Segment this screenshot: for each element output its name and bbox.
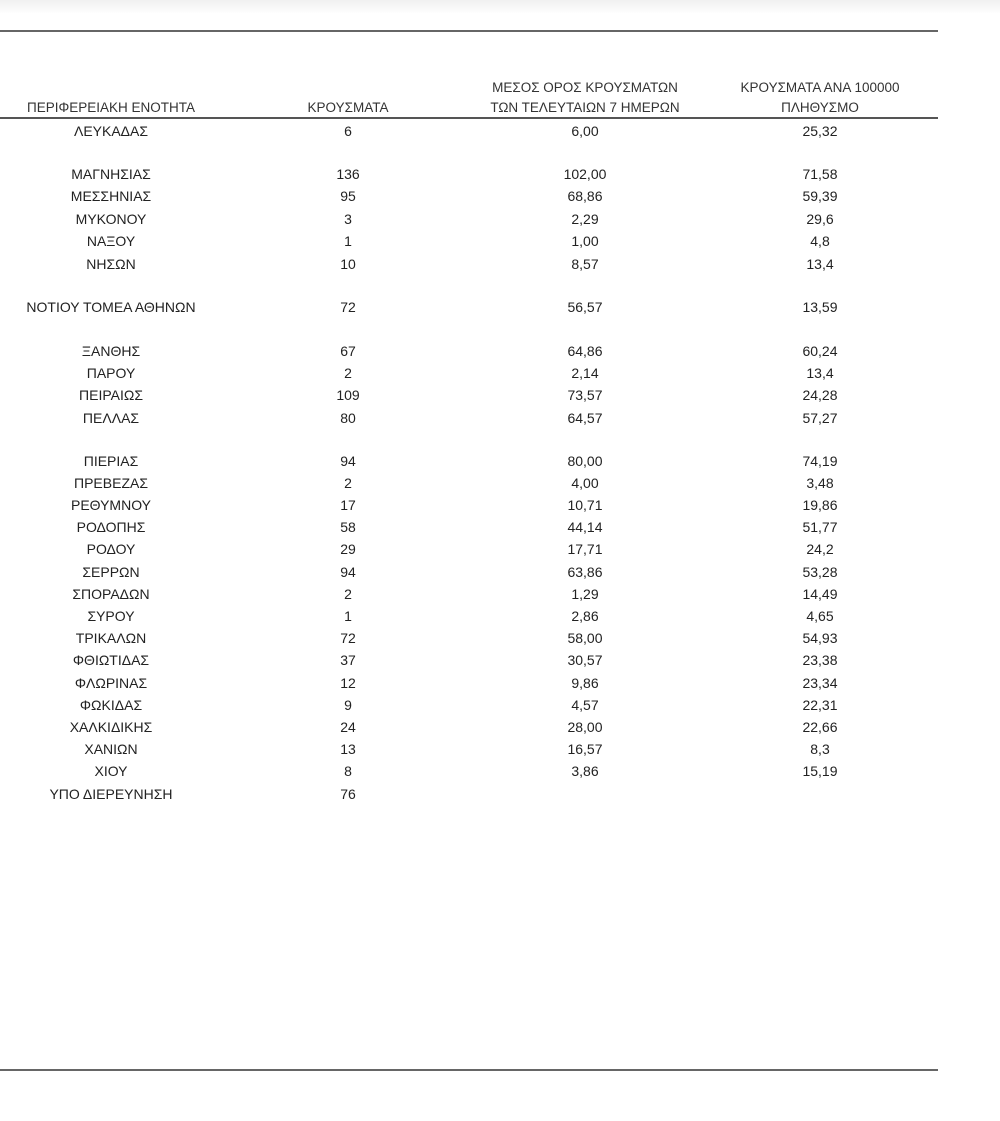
table-row <box>0 296 938 318</box>
cell-cases: 17 <box>340 497 356 513</box>
cell-cases: 80 <box>340 410 356 426</box>
cell-cases: 2 <box>344 586 352 602</box>
cell-avg7: 16,57 <box>567 741 603 757</box>
cell-cases: 10 <box>340 256 356 272</box>
table-row <box>0 472 938 494</box>
table-row <box>0 362 938 384</box>
cell-per100k: 8,3 <box>810 741 830 757</box>
cell-per100k: 22,66 <box>802 719 838 735</box>
cell-per100k: 24,2 <box>806 541 834 557</box>
cell-region: ΜΕΣΣΗΝΙΑΣ <box>70 188 152 204</box>
cell-avg7: 3,86 <box>571 763 599 779</box>
table-row <box>0 760 938 782</box>
cell-cases: 29 <box>340 541 356 557</box>
cell-cases: 6 <box>344 123 352 139</box>
cell-region: ΝΑΞΟΥ <box>86 233 136 249</box>
cell-region: ΜΑΓΝΗΣΙΑΣ <box>71 166 151 182</box>
cell-cases: 8 <box>344 763 352 779</box>
table-row <box>0 163 938 185</box>
cell-per100k: 74,19 <box>802 453 838 469</box>
cell-cases: 12 <box>340 675 356 691</box>
cell-avg7: 9,86 <box>571 675 599 691</box>
cell-per100k: 24,28 <box>802 387 838 403</box>
cell-region: ΠΑΡΟΥ <box>86 365 136 381</box>
cell-avg7: 64,57 <box>567 410 603 426</box>
cell-avg7: 58,00 <box>567 630 603 646</box>
cell-avg7: 6,00 <box>571 123 599 139</box>
header-avg7-line2: ΤΩΝ ΤΕΛΕΥΤΑΙΩΝ 7 ΗΜΕΡΩΝ <box>490 100 680 115</box>
cell-cases: 1 <box>344 608 352 624</box>
table-row <box>0 649 938 671</box>
table-row <box>0 230 938 252</box>
table-row <box>0 253 938 275</box>
cell-region: ΛΕΥΚΑΔΑΣ <box>73 123 149 139</box>
cell-per100k: 57,27 <box>802 410 838 426</box>
cell-region: ΞΑΝΘΗΣ <box>81 343 141 359</box>
cell-cases: 136 <box>336 166 360 182</box>
table-row <box>0 672 938 694</box>
table-row <box>0 783 938 805</box>
cell-cases: 94 <box>340 564 356 580</box>
cell-region: ΣΥΡΟΥ <box>87 608 135 624</box>
cell-avg7: 64,86 <box>567 343 603 359</box>
cell-avg7: 4,00 <box>571 475 599 491</box>
cell-region: ΧΑΝΙΩΝ <box>84 741 138 757</box>
cell-region: ΤΡΙΚΑΛΩΝ <box>75 630 147 646</box>
cell-per100k: 4,8 <box>810 233 830 249</box>
cell-per100k: 4,65 <box>806 608 834 624</box>
cell-region: ΠΕΙΡΑΙΩΣ <box>79 387 143 403</box>
cell-region: ΧΑΛΚΙΔΙΚΗΣ <box>69 719 153 735</box>
cell-avg7: 10,71 <box>567 497 603 513</box>
table-row <box>0 716 938 738</box>
cell-per100k: 29,6 <box>806 211 834 227</box>
cell-cases: 67 <box>340 343 356 359</box>
cell-avg7: 1,29 <box>571 586 599 602</box>
table-row <box>0 694 938 716</box>
cell-region: ΠΕΛΛΑΣ <box>82 410 140 426</box>
cell-per100k: 15,19 <box>802 763 838 779</box>
cell-cases: 3 <box>344 211 352 227</box>
table-row <box>0 605 938 627</box>
cell-region: ΠΙΕΡΙΑΣ <box>83 453 139 469</box>
table-row <box>0 494 938 516</box>
cell-per100k: 54,93 <box>802 630 838 646</box>
cell-per100k: 19,86 <box>802 497 838 513</box>
cell-cases: 72 <box>340 299 356 315</box>
cell-region: ΡΟΔΟΥ <box>86 541 136 557</box>
cell-cases: 37 <box>340 652 356 668</box>
cell-per100k: 22,31 <box>802 697 838 713</box>
cell-per100k: 59,39 <box>802 188 838 204</box>
cell-per100k: 25,32 <box>802 123 838 139</box>
cell-avg7: 44,14 <box>567 519 603 535</box>
cell-cases: 13 <box>340 741 356 757</box>
table-row <box>0 384 938 406</box>
cell-avg7: 8,57 <box>571 256 599 272</box>
cell-region: ΦΘΙΩΤΙΔΑΣ <box>72 652 150 668</box>
cell-per100k: 23,34 <box>802 675 838 691</box>
cell-region: ΧΙΟΥ <box>94 763 128 779</box>
cell-cases: 24 <box>340 719 356 735</box>
cell-region: ΣΕΡΡΩΝ <box>82 564 140 580</box>
cell-cases: 1 <box>344 233 352 249</box>
cell-cases: 94 <box>340 453 356 469</box>
table-row <box>0 583 938 605</box>
cell-avg7: 56,57 <box>567 299 603 315</box>
bottom-rule <box>0 1069 938 1071</box>
cell-cases: 2 <box>344 475 352 491</box>
header-per100k-line1: ΚΡΟΥΣΜΑΤΑ ΑΝΑ 100000 <box>740 80 900 95</box>
cell-avg7: 1,00 <box>571 233 599 249</box>
cell-region: ΦΩΚΙΔΑΣ <box>79 697 143 713</box>
table-row <box>0 340 938 362</box>
cell-region: ΝΗΣΩΝ <box>86 256 136 272</box>
header-avg7-line1: ΜΕΣΟΣ ΟΡΟΣ ΚΡΟΥΣΜΑΤΩΝ <box>492 80 678 95</box>
cell-region: ΥΠΟ ΔΙΕΡΕΥΝΗΣΗ <box>49 786 173 802</box>
table-row <box>0 561 938 583</box>
table-row <box>0 538 938 560</box>
cell-region: ΝΟΤΙΟΥ ΤΟΜΕΑ ΑΘΗΝΩΝ <box>26 299 196 315</box>
cell-per100k: 51,77 <box>802 519 838 535</box>
cell-avg7: 80,00 <box>567 453 603 469</box>
cell-avg7: 73,57 <box>567 387 603 403</box>
cell-avg7: 2,86 <box>571 608 599 624</box>
cell-cases: 109 <box>336 387 360 403</box>
cell-region: ΜΥΚΟΝΟΥ <box>75 211 147 227</box>
cell-cases: 72 <box>340 630 356 646</box>
cell-per100k: 71,58 <box>802 166 838 182</box>
cell-region: ΠΡΕΒΕΖΑΣ <box>73 475 148 491</box>
cell-cases: 2 <box>344 365 352 381</box>
cell-region: ΣΠΟΡΑΔΩΝ <box>72 586 150 602</box>
table-row <box>0 738 938 760</box>
cell-per100k: 13,59 <box>802 299 838 315</box>
cell-avg7: 2,14 <box>571 365 599 381</box>
table-row <box>0 627 938 649</box>
cell-cases: 95 <box>340 188 356 204</box>
cell-cases: 76 <box>340 786 356 802</box>
table-row <box>0 407 938 429</box>
table-row <box>0 450 938 472</box>
cell-avg7: 102,00 <box>563 166 607 182</box>
cell-avg7: 4,57 <box>571 697 599 713</box>
header-region: ΠΕΡΙΦΕΡΕΙΑΚΗ ΕΝΟΤΗΤΑ <box>26 100 196 115</box>
header-per100k-line2: ΠΛΗΘΥΣΜΟ <box>781 100 859 115</box>
cell-per100k: 3,48 <box>806 475 834 491</box>
cell-avg7: 63,86 <box>567 564 603 580</box>
cell-avg7: 17,71 <box>567 541 603 557</box>
cell-per100k: 13,4 <box>806 365 834 381</box>
table-row <box>0 516 938 538</box>
header-cases: ΚΡΟΥΣΜΑΤΑ <box>307 100 389 115</box>
cell-avg7: 2,29 <box>571 211 599 227</box>
cell-per100k: 13,4 <box>806 256 834 272</box>
cell-per100k: 14,49 <box>802 586 838 602</box>
cell-region: ΡΟΔΟΠΗΣ <box>76 519 146 535</box>
cell-per100k: 60,24 <box>802 343 838 359</box>
cell-region: ΡΕΘΥΜΝΟΥ <box>70 497 151 513</box>
cell-cases: 9 <box>344 697 352 713</box>
table-row <box>0 185 938 207</box>
cell-avg7: 68,86 <box>567 188 603 204</box>
cell-avg7: 30,57 <box>567 652 603 668</box>
cell-per100k: 53,28 <box>802 564 838 580</box>
cell-cases: 58 <box>340 519 356 535</box>
cell-per100k: 23,38 <box>802 652 838 668</box>
cell-region: ΦΛΩΡΙΝΑΣ <box>74 675 148 691</box>
table-row <box>0 120 938 142</box>
table-row <box>0 208 938 230</box>
cell-avg7: 28,00 <box>567 719 603 735</box>
